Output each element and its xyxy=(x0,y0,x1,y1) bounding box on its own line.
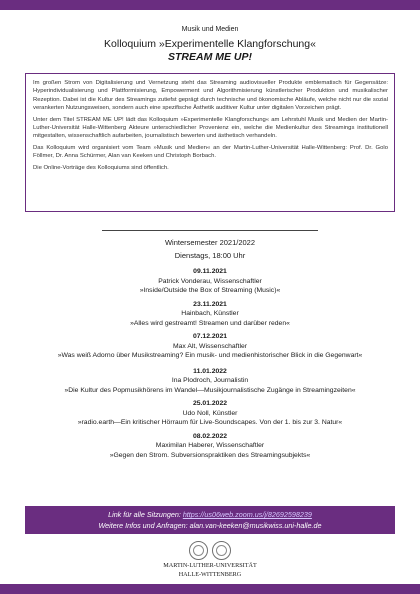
header-subtitle: STREAM ME UP! xyxy=(168,51,252,63)
talk-speaker: Patrick Vonderau, Wissenschaftler xyxy=(158,277,262,285)
talk-date: 07.12.2021 xyxy=(192,333,228,340)
seal-row xyxy=(0,541,420,561)
university-name-line2: HALLE-WITTENBERG xyxy=(178,571,242,578)
talk-title: »Inside/Outside the Box of Streaming (Music)« xyxy=(139,287,281,294)
talk-speaker: Maximilan Haberer, Wissenschaftler xyxy=(155,442,265,449)
intro-paragraph: Unter dem Titel STREAM ME UP! lädt das Kolloquium »Experimentelle Klangforschung« am Lehrstuhl Musik und Medien der Martin-Luther-Universität Halle-Wittenberg Akteure unterschiedlicher Provenienz ein, welche die Medienkultur des Streamings institutionell mitgestalten, wissenschaftlich aufarbeiten, journalistisch bewerten und ästhetisch verhandeln. xyxy=(33,116,388,140)
contact-email-link[interactable]: alan.van-keeken@musikwiss.uni-halle.de xyxy=(189,521,322,530)
talk-title: »Gegen den Strom. Subversionspraktiken des Streamingsubjekts« xyxy=(109,451,311,459)
talk-date: 09.11.2021 xyxy=(193,268,227,275)
university-name-line1: MARTIN-LUTHER-UNIVERSITÄT xyxy=(163,562,257,569)
talk-list xyxy=(0,267,420,464)
bottom-frame-bar xyxy=(0,584,420,594)
talk-title: »Die Kultur des Popmusikhörens im Wandel—Musikjournalistische Zugänge in Streamingzeiten« xyxy=(64,386,356,394)
talk-entry xyxy=(0,367,420,396)
university-seal-icon xyxy=(189,541,208,560)
header-title: Kolloquium »Experimentelle Klangforschung« xyxy=(104,38,316,50)
talk-speaker: Max Alt, Wissenschaftler xyxy=(172,342,248,350)
info-bar xyxy=(25,506,395,534)
talk-speaker: Udo Noll, Künstler xyxy=(182,409,238,417)
semester-label: Wintersemester 2021/2022 xyxy=(164,238,256,247)
section-divider xyxy=(102,230,318,231)
contact-line xyxy=(25,520,395,531)
university-logo xyxy=(0,541,420,579)
talk-title: »radio.earth—Ein kritischer Hörraum für Live-Soundscapes. Von der 1. bis zur 3. Natur« xyxy=(77,419,343,426)
talk-entry xyxy=(0,432,420,461)
talk-date: 08.02.2022 xyxy=(192,432,228,440)
intro-paragraph: Das Kolloquium wird organisiert vom Team »Musik und Medien« an der Martin-Luther-Universität Halle-Wittenberg: Prof. Dr. Golo Föllmer, Dr. Anna Schürmer, Alan van Keeken und Christoph Borbach. xyxy=(33,144,388,160)
header xyxy=(0,25,420,64)
talk-date: 23.11.2021 xyxy=(193,300,227,308)
schedule-label: Dienstags, 18:00 Uhr xyxy=(174,251,246,260)
talk-title: »Alles wird gestreamt! Streamen und darüber reden« xyxy=(130,319,290,327)
intro-box xyxy=(25,73,395,212)
intro-paragraph: Die Online-Vorträge des Kolloquiums sind öffentlich. xyxy=(33,164,169,171)
talk-title: »Was weiß Adorno über Musikstreaming? Ein musik- und medienhistorischer Blick in die Gegenwart« xyxy=(57,352,363,359)
talk-speaker: Ina Plodroch, Journalistin xyxy=(171,377,249,384)
session-link-label: Link für alle Sitzungen: xyxy=(108,510,181,519)
top-frame-bar xyxy=(0,0,420,10)
talk-entry xyxy=(0,399,420,428)
talk-speaker: Hainbach, Künstler xyxy=(181,310,239,317)
talk-entry xyxy=(0,332,420,361)
contact-label: Weitere Infos und Anfragen: xyxy=(98,521,188,530)
talk-entry xyxy=(0,267,420,296)
intro-paragraph: Im großen Strom von Digitalisierung und Vernetzung steht das Streaming audiovisueller Produkte emblematisch für Gegensätze: Hyperindividualisierung und Plattformisierung, Empowerment und Algorithmisierung künstlerischer Produktion und musikalischer Rezeption. Dabei ist die Kultur des Streamings zutiefst geprägt durch technische und ökonomische Abläufe, welche nicht nur die sozial verankerten Nutzungsweisen, sondern auch eine spezifische Ästhetik auditiver Kultur unter digitalen Vorzeichen prägt. xyxy=(33,80,388,112)
talk-date: 11.01.2022 xyxy=(193,367,227,375)
session-link-line xyxy=(25,509,395,520)
zoom-link[interactable]: https://us06web.zoom.us/j/82692598239 xyxy=(182,510,312,519)
header-kicker: Musik und Medien xyxy=(181,26,239,33)
talk-entry xyxy=(0,300,420,329)
talk-date: 25.01.2022 xyxy=(192,400,228,407)
university-seal-icon xyxy=(212,541,231,560)
